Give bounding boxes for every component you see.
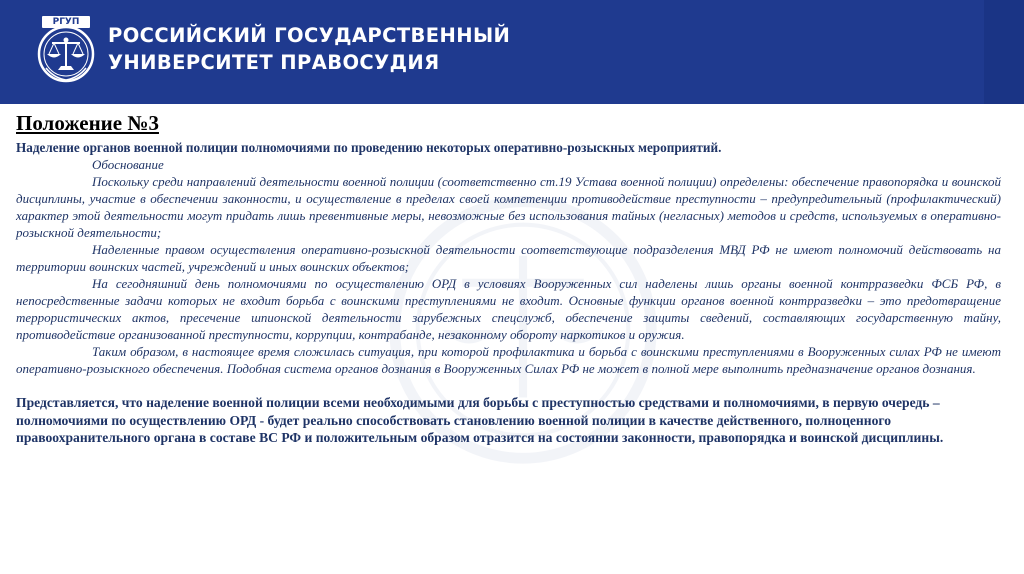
lead-statement: Наделение органов военной полиции полномочиями по проведению некоторых оперативно-розыскных мероприятий.: [16, 140, 722, 155]
header-right-strip: [984, 0, 1024, 104]
slide-title: Положение №3: [16, 111, 159, 135]
university-name-line1: РОССИЙСКИЙ ГОСУДАРСТВЕННЫЙ: [108, 24, 511, 47]
logo-label: РГУП: [52, 17, 80, 27]
justification-paragraph-4: Таким образом, в настоящее время сложилась ситуация, при которой профилактика и борьба с воинскими преступлениями в Вооруженных силах РФ не имеют оперативно-розыскного обеспечения. Подобная система органов дознания в Вооруженных Силах РФ не может в полной мере выполнить предназначение органов дознания.: [16, 344, 1001, 376]
justification-paragraph-3: На сегодняшний день полномочиями по осуществлению ОРД в условиях Вооруженных сил наделены лишь органы военной контрразведки ФСБ РФ, в непосредственные задачи которых не входит борьба с воинскими преступлениями не входит. Основные функции органов военной контрразведки – это предотвращение террористических актов, пресечение шпионской деятельности зарубежных спецслужб, обеспечение защиты сведений, составляющих государственную тайну, противодействие организованной преступности, коррупции, контрабанде, незаконному обороту наркотиков и оружия.: [16, 276, 1001, 342]
conclusion-statement: Представляется, что наделение военной полиции всеми необходимыми для борьбы с преступностью средствами и полномочиями, в первую очередь – полномочиями по осуществлению ОРД - будет реально способствовать становлению военной полиции в качестве действенного, полноценного правоохранительного органа в составе ВС РФ и положительным образом отразится на состоянии законности, правопорядка и воинской дисциплины.: [16, 395, 944, 445]
university-name: [108, 22, 510, 76]
university-name-line2: УНИВЕРСИТЕТ ПРАВОСУДИЯ: [108, 51, 440, 74]
justification-paragraph-1: Поскольку среди направлений деятельности военной полиции (соответственно ст.19 Устава военной полиции) определены: обеспечение правопорядка и воинской дисциплины, участие в обеспечении законности, и осуществление в пределах своей компетенции противодействие преступности – предупредительный (профилактический) характер этой деятельности могут придать лишь превентивные меры, невозможные без использования тайных (негласных) методов и средств, используемых в оперативно-розыскной деятельности;: [16, 174, 1001, 240]
header-banner: [0, 0, 1024, 104]
justification-heading: Обоснование: [92, 157, 164, 172]
justification-paragraph-2: Наделенные правом осуществления оперативно-розыскной деятельности соответствующие подразделения МВД РФ не имеют полномочий действовать на территории воинских частей, учреждений и иных воинских объектов;: [16, 242, 1001, 274]
university-logo: [34, 12, 98, 88]
slide-content: [16, 110, 1001, 447]
spacer: [16, 377, 1001, 394]
